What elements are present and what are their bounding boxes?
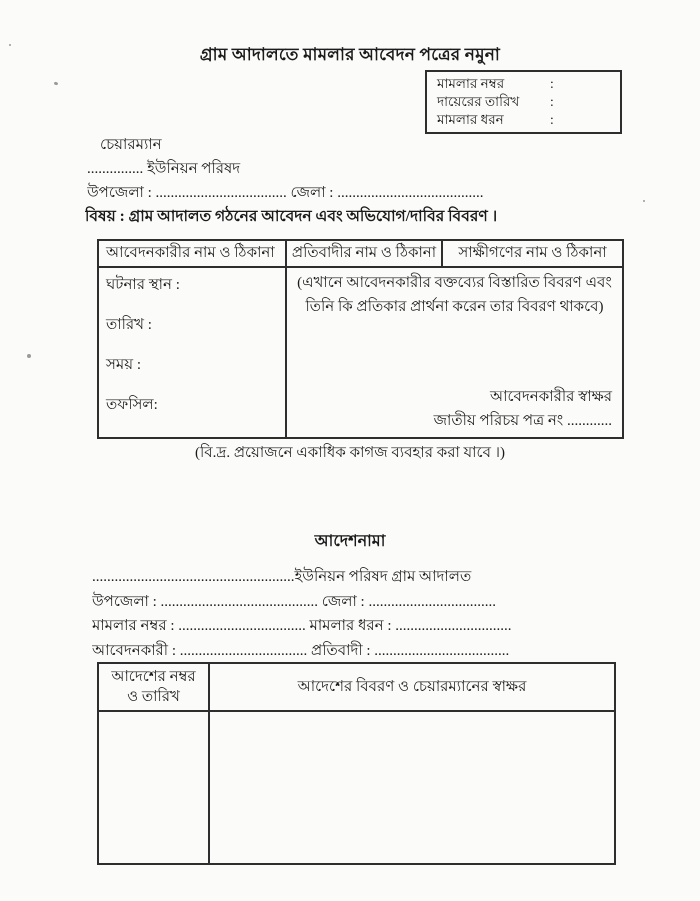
case-type-label: মামলার ধরন [437, 112, 504, 127]
signature-block [295, 385, 614, 433]
incident-date-field: তারিখ : [106, 317, 152, 333]
case-type-colon: : [550, 112, 554, 127]
applicant-name-header: আবেদনকারীর নাম ও ঠিকানা [99, 241, 287, 266]
schedule-field: তফসিল: [106, 397, 158, 413]
filing-date-row [437, 93, 620, 111]
scan-speck [9, 44, 11, 46]
scan-speck [54, 81, 59, 85]
application-table-body-row [99, 268, 622, 437]
order-table-body-row [99, 712, 614, 863]
applicant-signature-line: আবেদনকারীর স্বাক্ষর [490, 389, 612, 405]
application-table [97, 239, 624, 439]
case-info-box [425, 70, 622, 134]
order-details-cell [210, 712, 614, 863]
court-name-line: ......................................................ইউনিয়ন পরিষদ গ্রাম আদালত [92, 569, 472, 585]
order-parties-line: আবেদনকারী : .................................. প্রতিবাদী : .................................... [92, 642, 510, 659]
order-table-header-row [99, 664, 614, 712]
order-number-date-cell [99, 712, 210, 863]
case-number-row [437, 75, 620, 93]
page-title: গ্রাম আদালতে মামলার আবেদন পত্রের নমুনা [199, 45, 501, 64]
order-number-date-header: আদেশের নম্বর ও তারিখ [99, 664, 210, 710]
chairman-line: চেয়ারম্যান [100, 137, 162, 153]
incident-fields-cell [99, 268, 287, 437]
union-parishad-line: ............... ইউনিয়ন পরিষদ [87, 161, 241, 177]
witness-name-header: সাক্ষীগণের নাম ও ঠিকানা [458, 245, 607, 261]
incident-place-field: ঘটনার স্থান : [106, 277, 180, 293]
order-details-signature-header: আদেশের বিবরণ ও চেয়ারম্যানের স্বাক্ষর [297, 678, 527, 695]
case-number-label: মামলার নম্বর [437, 76, 505, 91]
order-upazila-district-line: উপজেলা : .......................................... জেলা : .................................. [92, 593, 496, 610]
filing-date-label: দায়েরের তারিখ [437, 94, 520, 109]
addressee-block [87, 133, 632, 205]
statement-placeholder-text: (এখানে আবেদনকারীর বক্তব্যের বিস্তারিত বিবরণ এবং তিনি কি প্রতিকার প্রার্থনা করেন তার বিবরণ থাকবে) [297, 275, 612, 315]
order-table [97, 662, 616, 865]
scan-speck [643, 200, 645, 202]
multiple-pages-note: (বি.দ্র. প্রয়োজনে একাধিক কাগজ ব্যবহার করা যাবে ।) [194, 445, 506, 461]
subject-line: বিষয় : গ্রাম আদালত গঠনের আবেদন এবং অভিযোগ/দাবির বিবরণ । [85, 208, 498, 225]
order-case-number-type-line: মামলার নম্বর : .................................. মামলার ধরন : ............................... [92, 618, 512, 634]
nid-number-line: জাতীয় পরিচয় পত্র নং ............ [433, 413, 612, 429]
application-table-header-row [99, 241, 622, 268]
upazila-district-line: উপজেলা : ................................... জেলা : ....................................... [87, 185, 484, 201]
case-number-colon: : [550, 76, 554, 91]
incident-time-field: সময় : [106, 357, 141, 373]
statement-cell [287, 268, 622, 437]
defendant-name-header: প্রতিবাদীর নাম ও ঠিকানা [287, 241, 443, 266]
order-header-lines [92, 565, 632, 663]
filing-date-colon: : [550, 94, 554, 109]
case-type-row [437, 111, 620, 129]
order-sheet-heading: আদেশনামা [314, 533, 386, 550]
scan-speck [27, 354, 31, 358]
